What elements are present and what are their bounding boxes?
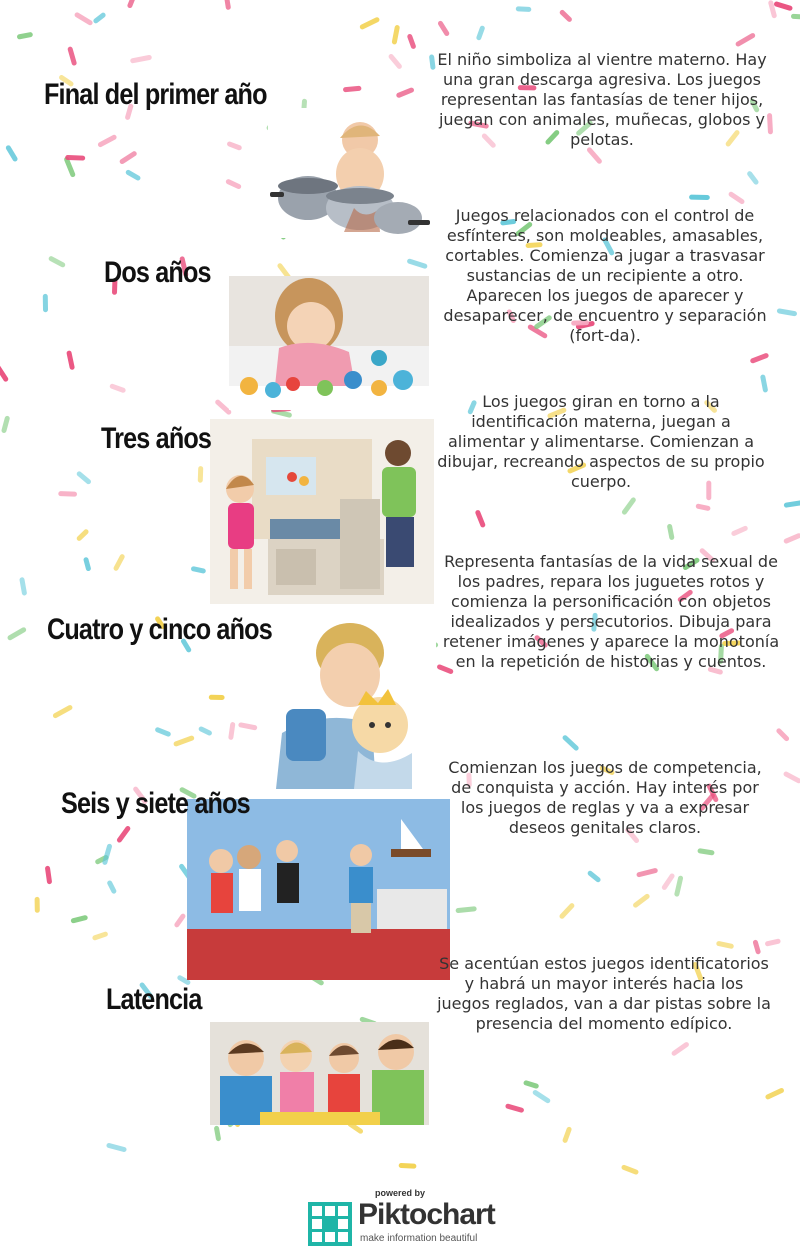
piktochart-brand[interactable]: Piktochart <box>358 1198 495 1231</box>
confetti-sprinkle <box>632 893 651 909</box>
section-text-first-year: El niño simboliza al vientre materno. Hay una gran descarga agresiva. Los juegos representan las fantasías de tener hijos, juegan con animales, muñecas, globos y pelotas. <box>437 50 767 149</box>
confetti-sprinkle <box>48 255 66 268</box>
confetti-sprinkle <box>667 524 675 541</box>
confetti-sprinkle <box>359 16 380 30</box>
confetti-sprinkle <box>109 383 126 393</box>
confetti-sprinkle <box>35 897 40 913</box>
confetti-sprinkle <box>1 415 10 433</box>
confetti-sprinkle <box>476 25 486 41</box>
confetti-sprinkle <box>559 9 573 23</box>
section-title-latency: Latencia <box>106 983 202 1016</box>
confetti-sprinkle <box>406 258 428 269</box>
confetti-sprinkle <box>689 195 710 200</box>
confetti-sprinkle <box>765 938 782 946</box>
confetti-sprinkle <box>106 1142 127 1152</box>
confetti-sprinkle <box>102 843 113 865</box>
confetti-sprinkle <box>750 352 770 364</box>
confetti-sprinkle <box>173 735 195 747</box>
confetti-sprinkle <box>106 880 117 895</box>
confetti-sprinkle <box>532 1089 551 1104</box>
confetti-sprinkle <box>119 150 138 165</box>
confetti-sprinkle <box>773 1 793 11</box>
confetti-sprinkle <box>783 771 800 785</box>
confetti-sprinkle <box>92 931 109 941</box>
confetti-sprinkle <box>83 557 91 572</box>
confetti-sprinkle <box>731 525 749 537</box>
confetti-sprinkle <box>391 25 400 45</box>
confetti-sprinkle <box>735 32 756 47</box>
confetti-sprinkle <box>562 734 580 751</box>
confetti-sprinkle <box>74 11 94 26</box>
confetti-sprinkle <box>621 1164 639 1175</box>
confetti-sprinkle <box>558 902 575 920</box>
piktochart-logo-icon[interactable] <box>308 1202 352 1246</box>
confetti-sprinkle <box>0 363 9 383</box>
confetti-sprinkle <box>765 1087 785 1100</box>
confetti-sprinkle <box>92 12 106 25</box>
section-title-three-years: Tres años <box>101 422 212 455</box>
confetti-sprinkle <box>661 873 676 891</box>
confetti-sprinkle <box>228 722 235 740</box>
confetti-sprinkle <box>396 87 415 99</box>
confetti-sprinkle <box>746 170 759 185</box>
section-title-two-years: Dos años <box>104 256 211 289</box>
confetti-sprinkle <box>775 727 790 742</box>
section-text-two-years: Juegos relacionados con el control de esfínteres, son moldeables, amasables, cortables. Comienza a jugar a trasvasar sustancias de un recipiente a otro. Aparecen los juegos de aparecer y desaparecer, de encuentro y separación (fort-da). <box>443 206 767 345</box>
confetti-sprinkle <box>223 0 231 10</box>
section-text-three-years: Los juegos giran en torno a la identificación materna, juegan a alimentar y alimentarse. Comienzan a dibujar, recreando aspectos de su propio cuerpo. <box>437 392 765 491</box>
confetti-sprinkle <box>728 191 746 205</box>
section-text-four-five-years: Representa fantasías de la vida sexual de los padres, repara los juguetes rotos y comienza la personificación con objetos idealizados y persecutorios. Dibuja para retener imágenes y aparece la monotonía en la repetición de historias y cuentos. <box>442 552 780 671</box>
section-title-four-five-years: Cuatro y cinco años <box>47 613 272 646</box>
confetti-sprinkle <box>343 86 362 93</box>
confetti-sprinkle <box>127 0 137 9</box>
confetti-sprinkle <box>523 1080 539 1089</box>
confetti-sprinkle <box>399 1163 417 1169</box>
confetti-sprinkle <box>716 941 734 950</box>
children-toy-kitchen-photo <box>210 419 434 604</box>
section-text-latency: Se acentúan estos juegos identificatorios y habrá un mayor interés hacia los juegos reglados, van a dar pistas sobre la presencia del momento edípico. <box>437 954 771 1033</box>
confetti-sprinkle <box>225 178 242 189</box>
confetti-sprinkle <box>198 726 213 737</box>
confetti-sprinkle <box>238 722 258 731</box>
piktochart-tagline: make information beautiful <box>360 1233 478 1244</box>
confetti-sprinkle <box>791 14 800 20</box>
confetti-sprinkle <box>475 509 486 528</box>
confetti-sprinkle <box>65 155 85 161</box>
confetti-sprinkle <box>198 466 204 483</box>
confetti-sprinkle <box>43 294 48 312</box>
confetti-sprinkle <box>130 55 152 64</box>
confetti-sprinkle <box>5 144 19 162</box>
confetti-sprinkle <box>388 53 403 70</box>
confetti-sprinkle <box>66 350 75 370</box>
confetti-sprinkle <box>58 491 77 497</box>
confetti-sprinkle <box>191 566 207 574</box>
confetti-sprinkle <box>45 866 53 885</box>
confetti-sprinkle <box>760 374 768 393</box>
confetti-sprinkle <box>226 141 242 151</box>
kids-playing-pirates-photo <box>187 799 450 980</box>
confetti-sprinkle <box>562 1126 572 1143</box>
confetti-sprinkle <box>621 496 637 515</box>
confetti-sprinkle <box>695 503 711 511</box>
powered-by-label: powered by <box>374 1188 425 1198</box>
confetti-sprinkle <box>437 20 450 37</box>
confetti-sprinkle <box>52 704 73 719</box>
footer <box>0 1180 800 1257</box>
confetti-sprinkle <box>116 825 131 844</box>
confetti-sprinkle <box>784 500 800 508</box>
section-title-six-seven-years: Seis y siete años <box>61 787 250 820</box>
kids-board-game-photo <box>210 1022 429 1125</box>
confetti-sprinkle <box>674 875 684 897</box>
section-title-first-year: Final del primer año <box>44 78 267 111</box>
confetti-sprinkle <box>67 46 77 66</box>
confetti-sprinkle <box>209 695 225 700</box>
confetti-sprinkle <box>516 6 532 12</box>
confetti-sprinkle <box>19 577 27 596</box>
confetti-sprinkle <box>76 528 90 542</box>
confetti-sprinkle <box>697 848 715 856</box>
confetti-sprinkle <box>783 532 800 544</box>
confetti-sprinkle <box>752 939 761 955</box>
confetti-sprinkle <box>505 1103 525 1113</box>
confetti-sprinkle <box>125 169 142 181</box>
section-text-six-seven-years: Comienzan los juegos de competencia, de conquista y acción. Hay interés por los juegos de reglas y va a expresar deseos genitales claros. <box>448 758 762 837</box>
confetti-sprinkle <box>455 906 477 913</box>
confetti-sprinkle <box>173 913 186 929</box>
confetti-sprinkle <box>17 32 34 40</box>
confetti-sprinkle <box>7 626 27 641</box>
confetti-sprinkle <box>154 727 171 738</box>
confetti-sprinkle <box>777 308 798 316</box>
confetti-sprinkle <box>70 915 88 924</box>
confetti-sprinkle <box>587 870 602 883</box>
confetti-sprinkle <box>97 134 117 148</box>
confetti-sprinkle <box>636 868 658 878</box>
confetti-sprinkle <box>214 1125 222 1141</box>
confetti-sprinkle <box>76 470 92 485</box>
girl-playing-with-clay-photo <box>229 276 429 410</box>
confetti-sprinkle <box>671 1041 690 1057</box>
confetti-sprinkle <box>407 33 417 49</box>
confetti-sprinkle <box>113 553 126 571</box>
boy-with-doll-photo <box>262 613 436 789</box>
baby-with-cooking-pots-photo <box>268 108 430 238</box>
